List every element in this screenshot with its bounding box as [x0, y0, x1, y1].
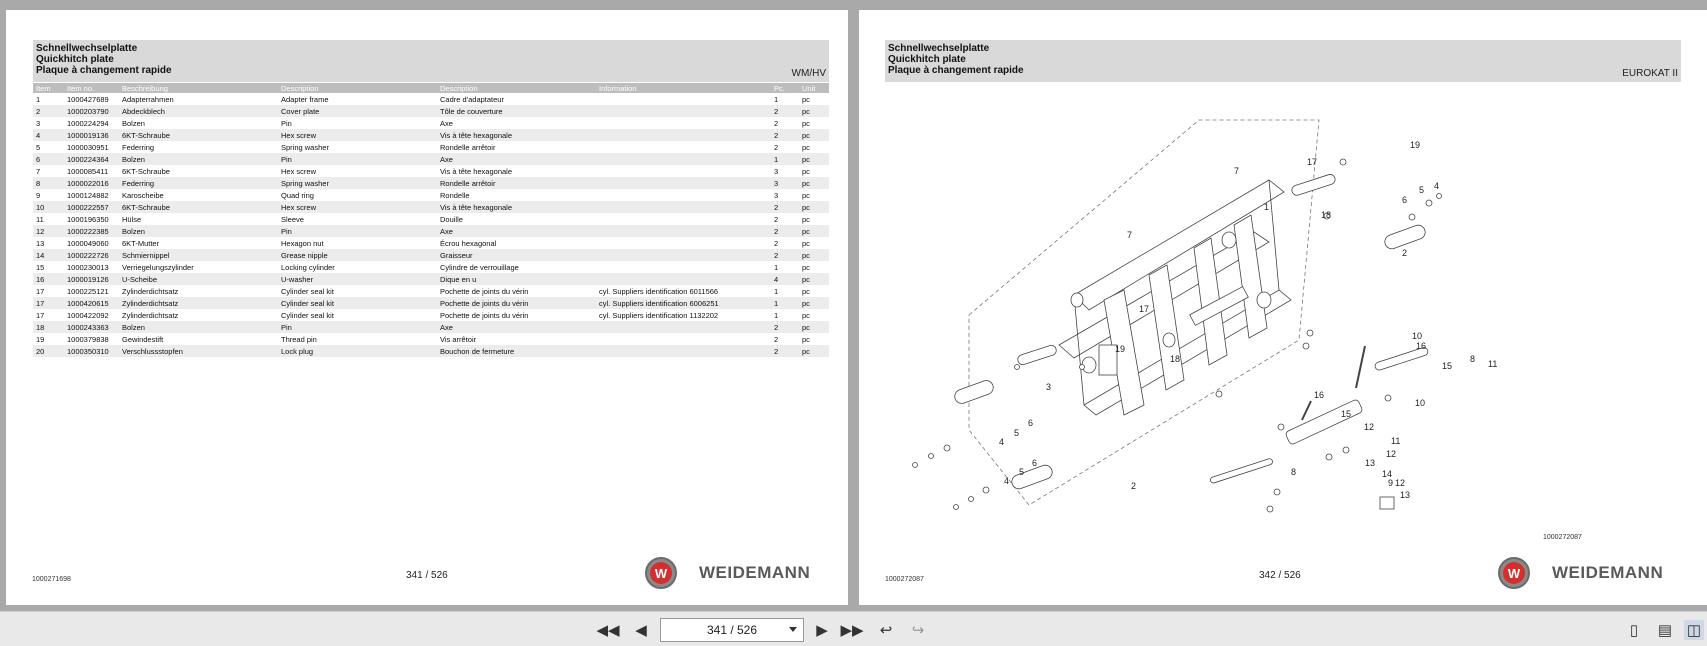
- first-page-icon[interactable]: ◀◀: [596, 622, 620, 639]
- table-cell: 2: [771, 321, 799, 333]
- table-cell: 6KT-Schraube: [119, 129, 278, 141]
- callout-label: 4: [999, 437, 1005, 447]
- table-cell: 2: [774, 238, 779, 248]
- table-cell: Pin: [278, 153, 437, 165]
- table-cell: Adapterrahmen: [122, 94, 174, 104]
- table-cell: Pin: [278, 225, 437, 237]
- adapter-frame: [1059, 180, 1291, 415]
- table-cell: 17: [36, 310, 45, 320]
- table-row: [33, 297, 829, 309]
- table-cell: Federring: [122, 142, 155, 152]
- table-cell: Cylinder seal kit: [281, 286, 334, 296]
- callout-label: 2: [1402, 248, 1408, 258]
- logo-letter: W: [1503, 562, 1525, 584]
- table-cell: pc: [799, 225, 829, 237]
- brand-name: WEIDEMANN: [699, 563, 811, 582]
- title-english: Quickhitch plate: [36, 54, 114, 65]
- table-cell: 1000222385: [64, 225, 119, 237]
- table-cell: 1000243363: [64, 321, 119, 333]
- table-cell: Adapter frame: [281, 94, 329, 104]
- table-cell: [596, 273, 771, 285]
- table-cell: [596, 105, 771, 117]
- table-cell: Hülse: [122, 214, 142, 224]
- table-cell: Bolzen: [122, 118, 145, 128]
- callout-label: 2: [1131, 481, 1137, 491]
- table-cell: 2: [771, 345, 799, 357]
- table-cell: Locking cylinder: [281, 262, 335, 272]
- table-cell: Schmiernippel: [119, 249, 278, 261]
- table-cell: 2: [33, 105, 64, 117]
- table-cell: [596, 129, 771, 141]
- model-label: WM/HV: [791, 68, 826, 79]
- table-cell: 1000019136: [64, 129, 119, 141]
- table-cell: 7: [36, 166, 41, 176]
- table-cell: Bolzen: [119, 225, 278, 237]
- table-cell: 1: [774, 310, 779, 320]
- table-row: [33, 333, 829, 345]
- callout-label: 16: [1314, 390, 1325, 400]
- table-cell: [596, 141, 771, 153]
- table-cell: [596, 93, 771, 105]
- table-row: [33, 153, 829, 165]
- callout-label: 15: [1341, 409, 1352, 419]
- table-cell: 1000422092: [67, 310, 109, 320]
- table-cell: Pochette de joints du vérin: [440, 310, 529, 320]
- table-cell: Pochette de joints du vérin: [437, 297, 596, 309]
- table-cell: [596, 333, 771, 345]
- page-number: 341 / 526: [406, 570, 448, 581]
- table-cell: 1000203790: [64, 105, 119, 117]
- table-cell: Hex screw: [281, 166, 317, 176]
- table-cell: pc: [799, 105, 829, 117]
- table-cell: Cadre d'adaptateur: [440, 94, 504, 104]
- table-cell: pc: [802, 334, 810, 344]
- table-cell: [596, 213, 771, 225]
- table-cell: 1: [771, 297, 799, 309]
- table-cell: Axe: [440, 118, 453, 128]
- viewer-toolbar: [0, 611, 1707, 646]
- table-cell: Gewindestift: [122, 334, 164, 344]
- table-cell: 1000427689: [67, 94, 109, 104]
- callout-label: 10: [1415, 398, 1426, 408]
- table-cell: pc: [802, 142, 810, 152]
- table-cell: 16: [33, 273, 64, 285]
- go-back-view-icon[interactable]: ↩: [879, 622, 893, 639]
- table-cell: Tôle de couverture: [437, 105, 596, 117]
- exploded-parts-diagram: [859, 10, 1707, 605]
- table-cell: 1: [36, 94, 41, 104]
- single-page-view-icon[interactable]: ▯: [1629, 622, 1639, 639]
- table-cell: 1000379838: [67, 334, 109, 344]
- table-cell: 6: [33, 153, 64, 165]
- callout-label: 12: [1364, 422, 1375, 432]
- table-cell: pc: [799, 321, 829, 333]
- table-cell: Hex screw: [278, 129, 437, 141]
- table-cell: [596, 225, 771, 237]
- callout-label: 5: [1019, 467, 1025, 477]
- table-cell: pc: [802, 286, 810, 296]
- table-cell: Verschlussstopfen: [119, 345, 278, 357]
- table-cell: 1000420615: [64, 297, 119, 309]
- callout-label: 12: [1386, 449, 1397, 459]
- table-row: [33, 309, 829, 321]
- table-cell: Grease nipple: [278, 249, 437, 261]
- table-row: [33, 141, 829, 153]
- table-cell: pc: [799, 273, 829, 285]
- table-cell: cyl. Suppliers identification 1132202: [599, 310, 719, 320]
- table-cell: Pin: [278, 321, 437, 333]
- table-row: [33, 165, 829, 177]
- weidemann-logo: [645, 557, 810, 589]
- table-cell: 1: [774, 286, 779, 296]
- table-cell: 1: [774, 94, 779, 104]
- table-cell: 11: [36, 214, 44, 224]
- column-header: Beschreibung: [119, 83, 278, 93]
- callout-label: 15: [1442, 361, 1453, 371]
- column-header: Item no.: [64, 83, 119, 93]
- chevron-down-icon[interactable]: [789, 627, 797, 632]
- callout-label: 19: [1410, 140, 1421, 150]
- column-header: Pc.: [771, 83, 799, 93]
- table-header-row: [33, 83, 829, 93]
- table-cell: pc: [799, 201, 829, 213]
- callout-label: 4: [1004, 476, 1010, 486]
- table-body: [33, 93, 829, 357]
- table-row: [33, 285, 829, 297]
- table-cell: Axe: [437, 225, 596, 237]
- table-row: [33, 237, 829, 249]
- column-header: Description: [278, 83, 437, 93]
- callout-label: 8: [1291, 467, 1297, 477]
- table-cell: Cover plate: [278, 105, 437, 117]
- column-header: Item: [33, 83, 64, 93]
- title-german: Schnellwechselplatte: [888, 43, 990, 54]
- page-header: [33, 40, 829, 82]
- table-cell: pc: [802, 214, 810, 224]
- callout-label: 4: [1434, 181, 1440, 191]
- page-number: 342 / 526: [1259, 570, 1301, 581]
- table-cell: 10: [33, 201, 64, 213]
- table-cell: Rondelle: [440, 190, 470, 200]
- table-row: [33, 345, 829, 357]
- table-cell: Spring washer: [281, 142, 329, 152]
- continuous-view-icon[interactable]: ▤: [1657, 622, 1673, 639]
- callout-label: 17: [1307, 157, 1318, 167]
- table-row: [33, 177, 829, 189]
- table-cell: Spring washer: [278, 177, 437, 189]
- table-cell: pc: [802, 310, 810, 320]
- table-cell: 3: [774, 190, 779, 200]
- table-cell: 2: [771, 105, 799, 117]
- table-cell: pc: [799, 345, 829, 357]
- table-cell: Écrou hexagonal: [440, 238, 497, 248]
- table-cell: Bolzen: [119, 321, 278, 333]
- table-cell: 8: [33, 177, 64, 189]
- table-cell: 1: [771, 153, 799, 165]
- cover-plate-left: [953, 379, 995, 406]
- table-cell: 6KT-Schraube: [122, 166, 170, 176]
- next-page-icon[interactable]: ▶: [816, 622, 828, 639]
- table-cell: Pin: [281, 118, 292, 128]
- logo-emblem-icon: [1498, 557, 1530, 589]
- table-row: [33, 105, 829, 117]
- callout-label: 7: [1127, 230, 1133, 240]
- table-cell: Quad ring: [281, 190, 314, 200]
- column-header: Unit: [799, 83, 829, 93]
- locking-cylinder: [1285, 399, 1363, 445]
- title-german: Schnellwechselplatte: [36, 43, 138, 54]
- callout-label: 1: [1264, 202, 1270, 212]
- table-cell: pc: [802, 94, 810, 104]
- table-cell: Abdeckblech: [119, 105, 278, 117]
- document-number: 1000271698: [32, 576, 71, 583]
- table-cell: Rondelle arrêtoir: [440, 142, 496, 152]
- table-cell: Thread pin: [281, 334, 317, 344]
- table-cell: 15: [36, 262, 45, 272]
- previous-page-icon[interactable]: ◀: [635, 622, 647, 639]
- table-cell: 2: [774, 142, 779, 152]
- table-cell: 1000225121: [67, 286, 109, 296]
- table-cell: pc: [802, 166, 810, 176]
- go-forward-view-icon[interactable]: ↪: [911, 622, 925, 639]
- table-cell: 4: [33, 129, 64, 141]
- pin-bottom: [1210, 458, 1274, 484]
- table-cell: 1: [774, 262, 779, 272]
- table-cell: 3: [771, 177, 799, 189]
- callout-label: 18: [1321, 210, 1332, 220]
- table-cell: 5: [36, 142, 41, 152]
- two-page-view-icon[interactable]: ◫: [1684, 620, 1704, 640]
- column-header: Information: [596, 83, 771, 93]
- table-cell: pc: [799, 297, 829, 309]
- table-cell: Cylinder seal kit: [278, 297, 437, 309]
- table-row: [33, 225, 829, 237]
- table-cell: cyl. Suppliers identification 6011566: [599, 286, 719, 296]
- table-cell: Karoscheibe: [122, 190, 164, 200]
- table-cell: 20: [33, 345, 64, 357]
- table-cell: 12: [33, 225, 64, 237]
- table-cell: Vis à tête hexagonale: [440, 166, 513, 176]
- table-cell: 1000222726: [64, 249, 119, 261]
- table-row: [33, 249, 829, 261]
- table-cell: 17: [33, 297, 64, 309]
- callout-label: 5: [1014, 428, 1020, 438]
- table-cell: pc: [799, 153, 829, 165]
- table-cell: Graisseur: [437, 249, 596, 261]
- table-cell: Axe: [437, 321, 596, 333]
- table-cell: 4: [771, 273, 799, 285]
- callout-label: 6: [1032, 458, 1038, 468]
- table-cell: Cylindre de verrouillage: [440, 262, 519, 272]
- callout-label: 11: [1488, 359, 1498, 369]
- table-cell: Rondelle arrêtoir: [437, 177, 596, 189]
- table-cell: 2: [771, 249, 799, 261]
- callout-label: 14: [1382, 469, 1393, 479]
- table-cell: 6KT-Schraube: [119, 201, 278, 213]
- table-row: [33, 321, 829, 333]
- table-cell: 1000224294: [67, 118, 109, 128]
- callout-label: 9: [1388, 478, 1394, 488]
- table-cell: Bolzen: [119, 153, 278, 165]
- weidemann-logo: [1498, 557, 1663, 589]
- callout-label: 6: [1402, 195, 1408, 205]
- brand-name: WEIDEMANN: [1552, 563, 1664, 582]
- table-cell: 6KT-Mutter: [122, 238, 160, 248]
- callout-label: 11: [1391, 436, 1401, 446]
- table-row: [33, 93, 829, 105]
- title-french: Plaque à changement rapide: [36, 65, 172, 76]
- table-cell: Bouchon de fermeture: [437, 345, 596, 357]
- logo-letter: W: [650, 562, 672, 584]
- table-cell: [596, 177, 771, 189]
- table-row: [33, 201, 829, 213]
- callout-label: 17: [1139, 304, 1150, 314]
- table-cell: U-washer: [278, 273, 437, 285]
- table-cell: pc: [802, 238, 810, 248]
- callout-label: 6: [1028, 418, 1034, 428]
- callout-label: 10: [1412, 331, 1423, 341]
- table-cell: pc: [799, 177, 829, 189]
- table-cell: [596, 321, 771, 333]
- callout-label: 13: [1400, 490, 1411, 500]
- table-cell: [596, 345, 771, 357]
- callout-label: 7: [1234, 166, 1240, 176]
- callout-label: 13: [1365, 458, 1376, 468]
- parts-table: [33, 83, 829, 357]
- table-cell: 1000049060: [67, 238, 109, 248]
- page-number-value: 341 / 526: [706, 623, 758, 637]
- table-cell: 17: [36, 286, 45, 296]
- table-cell: [596, 237, 771, 249]
- table-cell: 3: [774, 166, 779, 176]
- table-cell: 1000224364: [64, 153, 119, 165]
- last-page-icon[interactable]: ▶▶: [840, 622, 864, 639]
- table-cell: 18: [33, 321, 64, 333]
- logo-emblem-icon: [645, 557, 677, 589]
- table-cell: pc: [802, 118, 810, 128]
- table-cell: [596, 201, 771, 213]
- table-row: [33, 273, 829, 285]
- column-header: Description: [437, 83, 596, 93]
- table-cell: Vis arrêtoir: [440, 334, 477, 344]
- table-cell: pc: [799, 129, 829, 141]
- table-cell: Hex screw: [278, 201, 437, 213]
- table-cell: 1000230013: [67, 262, 109, 272]
- callout-label: 8: [1470, 354, 1476, 364]
- table-cell: [596, 249, 771, 261]
- table-row: [33, 129, 829, 141]
- table-cell: [596, 261, 771, 273]
- table-row: [33, 189, 829, 201]
- table-cell: 1000030951: [67, 142, 109, 152]
- pin-left: [1016, 344, 1057, 366]
- table-cell: 1000124882: [67, 190, 109, 200]
- table-cell: 2: [771, 129, 799, 141]
- table-cell: 2: [771, 225, 799, 237]
- title-english: Quickhitch plate: [888, 54, 966, 65]
- table-cell: 1000350310: [64, 345, 119, 357]
- table-cell: 9: [36, 190, 41, 200]
- table-cell: Zylinderdichtsatz: [122, 310, 179, 320]
- table-cell: Sleeve: [281, 214, 304, 224]
- table-cell: Zylinderdichtsatz: [119, 297, 278, 309]
- table-cell: pc: [802, 262, 810, 272]
- table-cell: 1000022016: [64, 177, 119, 189]
- table-cell: Federring: [119, 177, 278, 189]
- table-cell: 2: [774, 118, 779, 128]
- drawing-number: 1000272087: [1543, 534, 1582, 541]
- callout-label: 18: [1170, 354, 1181, 364]
- table-row: [33, 213, 829, 225]
- table-cell: pc: [799, 249, 829, 261]
- table-cell: Verriegelungszylinder: [122, 262, 194, 272]
- callout-label: 16: [1416, 341, 1427, 351]
- table-cell: cyl. Suppliers identification 6006251: [596, 297, 771, 309]
- callout-label: 19: [1115, 344, 1126, 354]
- callout-label: 12: [1395, 478, 1406, 488]
- table-cell: Lock plug: [278, 345, 437, 357]
- model-label: EUROKAT II: [1622, 68, 1678, 79]
- table-cell: Vis à tête hexagonale: [437, 201, 596, 213]
- table-cell: pc: [802, 190, 810, 200]
- document-number: 1000272087: [885, 576, 924, 583]
- table-cell: 1000196350: [67, 214, 109, 224]
- table-cell: [596, 153, 771, 165]
- table-cell: 1000222557: [64, 201, 119, 213]
- callout-label: 5: [1419, 185, 1425, 195]
- table-cell: Hexagon nut: [281, 238, 324, 248]
- table-row: [33, 261, 829, 273]
- right-page: [859, 10, 1707, 605]
- table-cell: 1000085411: [67, 166, 109, 176]
- page-number-input[interactable]: [660, 618, 804, 642]
- table-cell: Dique en u: [437, 273, 596, 285]
- table-cell: 2: [774, 214, 779, 224]
- table-cell: 13: [36, 238, 45, 248]
- table-cell: 3: [36, 118, 41, 128]
- left-page: [6, 10, 848, 605]
- table-cell: Axe: [437, 153, 596, 165]
- table-cell: Douille: [440, 214, 463, 224]
- table-cell: Cylinder seal kit: [281, 310, 334, 320]
- callout-label: 3: [1046, 382, 1052, 392]
- table-cell: [596, 117, 771, 129]
- table-cell: 19: [36, 334, 45, 344]
- table-cell: 1000019126: [64, 273, 119, 285]
- table-cell: Vis à tête hexagonale: [437, 129, 596, 141]
- table-cell: Zylinderdichtsatz: [122, 286, 179, 296]
- table-cell: U-Scheibe: [119, 273, 278, 285]
- title-french: Plaque à changement rapide: [888, 65, 1024, 76]
- table-cell: 2: [771, 201, 799, 213]
- cover-plate-right: [1383, 223, 1427, 251]
- table-cell: Pochette de joints du vérin: [440, 286, 529, 296]
- table-cell: [596, 165, 771, 177]
- table-cell: 14: [33, 249, 64, 261]
- table-cell: 2: [774, 334, 779, 344]
- table-row: [33, 117, 829, 129]
- table-cell: [596, 189, 771, 201]
